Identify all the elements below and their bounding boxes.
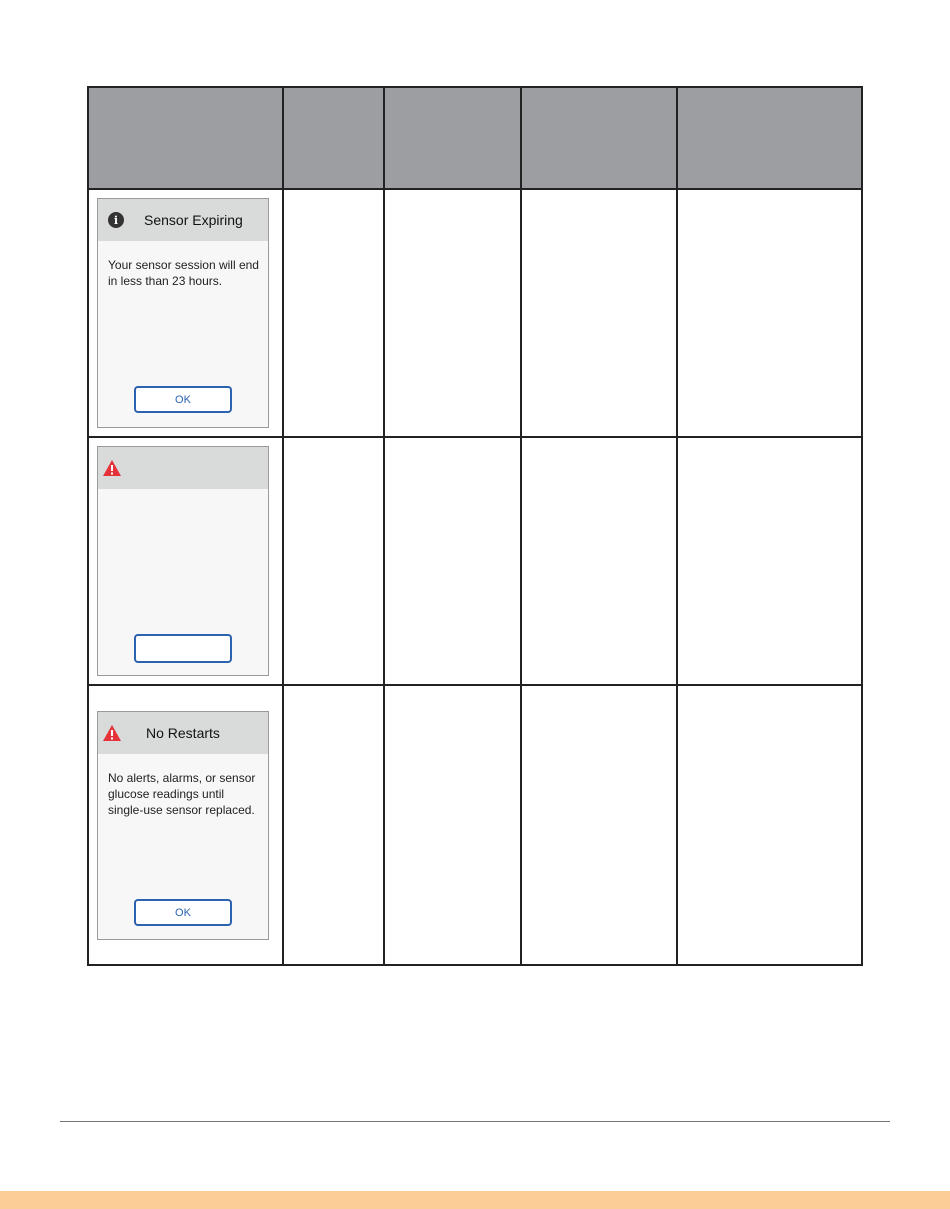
screen-title: Sensor Expiring <box>144 212 243 228</box>
column-divider <box>676 88 678 964</box>
table-header-row <box>89 88 861 190</box>
screen-message: Your sensor session will end in less than 23 hours. <box>108 258 259 288</box>
column-divider <box>282 88 284 964</box>
ok-button[interactable]: OK <box>134 899 232 926</box>
footer-divider <box>60 1121 890 1122</box>
screen-message: No alerts, alarms, or sensor glucose readings until single-use sensor replaced. <box>108 771 256 817</box>
screen-no-restarts <box>97 711 269 940</box>
action-button[interactable] <box>134 634 232 663</box>
alert-table <box>87 86 863 966</box>
column-divider <box>520 88 522 964</box>
screen-title-bar <box>98 199 268 241</box>
screen-title: No Restarts <box>146 725 220 741</box>
screen-sensor-expiring <box>97 198 269 428</box>
column-divider <box>383 88 385 964</box>
ok-button[interactable]: OK <box>134 386 232 413</box>
screen-warning <box>97 446 269 676</box>
row-divider <box>89 436 861 438</box>
info-icon: i <box>108 212 124 228</box>
footer-band <box>0 1191 950 1209</box>
screen-title-bar <box>98 712 268 754</box>
warning-icon <box>102 724 122 742</box>
screen-title-bar <box>98 447 268 489</box>
warning-icon <box>102 459 122 477</box>
row-divider <box>89 684 861 686</box>
